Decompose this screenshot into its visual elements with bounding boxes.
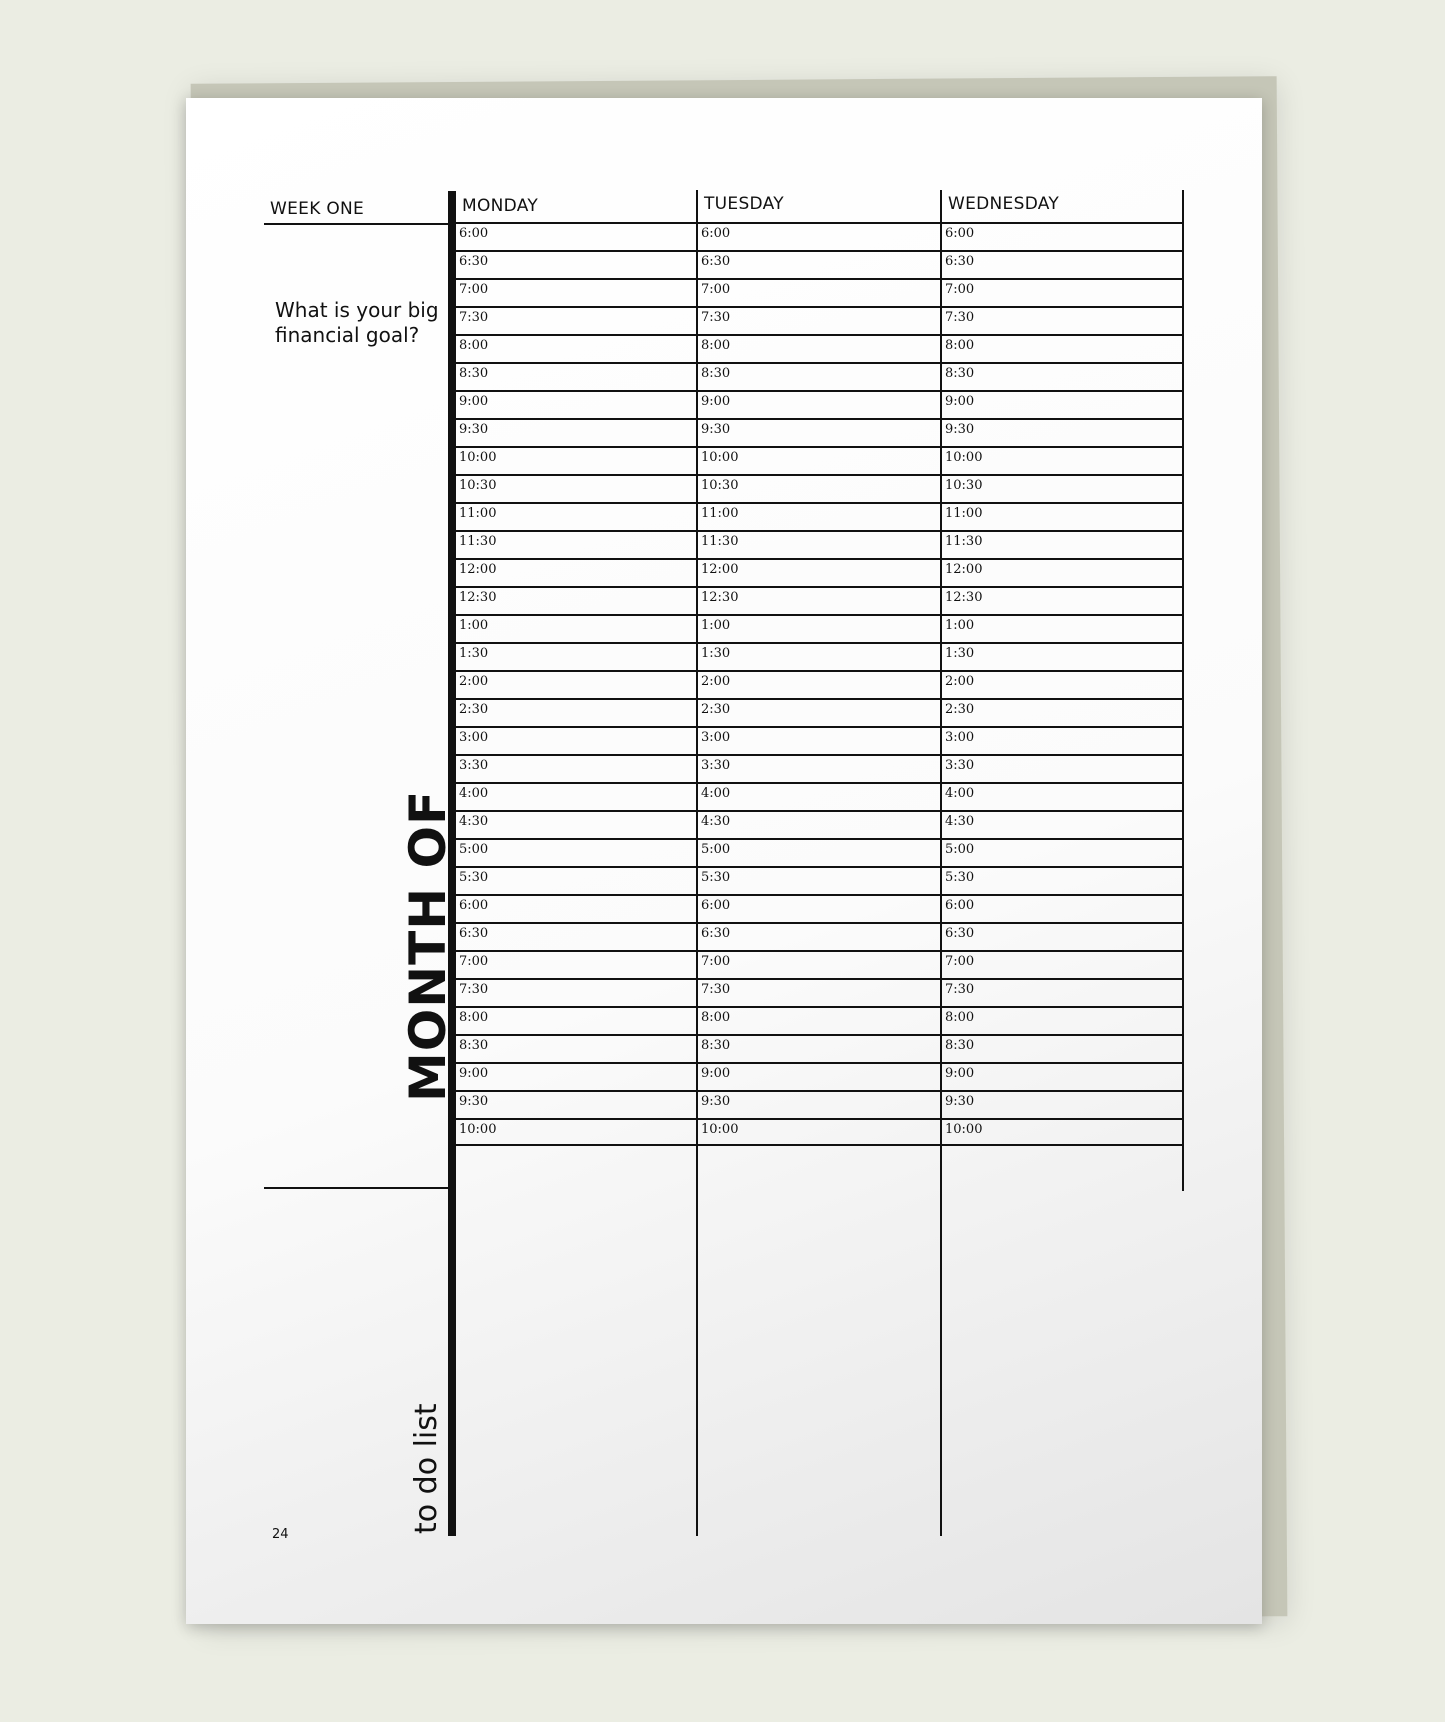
time-label: 9:00 <box>945 1066 975 1081</box>
time-label: 10:30 <box>459 478 497 493</box>
time-slot[interactable] <box>698 810 940 838</box>
time-label: 2:30 <box>945 702 975 717</box>
time-label: 1:00 <box>701 618 731 633</box>
week-divider <box>264 223 448 225</box>
column-divider <box>1182 190 1184 1191</box>
time-slot[interactable] <box>456 838 698 866</box>
time-label: 2:30 <box>459 702 489 717</box>
time-slot[interactable] <box>942 334 1184 362</box>
time-slot[interactable] <box>456 978 698 1006</box>
time-slots <box>456 222 698 1146</box>
time-label: 11:30 <box>701 534 739 549</box>
time-slot[interactable] <box>698 250 940 278</box>
time-slot[interactable] <box>942 698 1184 726</box>
time-label: 4:30 <box>701 814 731 829</box>
time-label: 5:00 <box>701 842 731 857</box>
time-label: 11:30 <box>459 534 497 549</box>
time-slot[interactable] <box>942 1118 1184 1146</box>
time-slot[interactable] <box>456 810 698 838</box>
time-label: 10:00 <box>459 450 497 465</box>
time-label: 2:00 <box>945 674 975 689</box>
time-label: 5:00 <box>945 842 975 857</box>
time-slot[interactable] <box>942 1006 1184 1034</box>
time-label: 4:30 <box>459 814 489 829</box>
time-slot[interactable] <box>698 614 940 642</box>
time-label: 7:30 <box>459 310 489 325</box>
time-slot[interactable] <box>942 670 1184 698</box>
time-label: 6:30 <box>701 254 731 269</box>
time-label: 7:00 <box>945 954 975 969</box>
time-slot[interactable] <box>456 754 698 782</box>
time-slot[interactable] <box>942 446 1184 474</box>
time-slot[interactable] <box>456 894 698 922</box>
time-slot[interactable] <box>942 502 1184 530</box>
time-label: 6:00 <box>945 898 975 913</box>
time-slot[interactable] <box>942 250 1184 278</box>
time-label: 11:30 <box>945 534 983 549</box>
time-slot[interactable] <box>698 922 940 950</box>
time-slot[interactable] <box>942 642 1184 670</box>
time-slot[interactable] <box>942 362 1184 390</box>
time-label: 8:00 <box>459 338 489 353</box>
time-slot[interactable] <box>456 334 698 362</box>
time-label: 7:30 <box>945 310 975 325</box>
time-label: 10:00 <box>945 1122 983 1137</box>
time-label: 6:30 <box>945 926 975 941</box>
time-label: 9:00 <box>459 1066 489 1081</box>
time-slot[interactable] <box>942 810 1184 838</box>
time-label: 7:00 <box>701 954 731 969</box>
time-label: 2:00 <box>701 674 731 689</box>
time-label: 6:00 <box>459 898 489 913</box>
time-label: 9:00 <box>945 394 975 409</box>
time-label: 8:00 <box>945 1010 975 1025</box>
time-slot[interactable] <box>942 390 1184 418</box>
time-slot[interactable] <box>698 642 940 670</box>
time-slot[interactable] <box>456 1090 698 1118</box>
month-title: MONTH OF <box>399 789 457 1102</box>
time-label: 2:30 <box>701 702 731 717</box>
time-slot[interactable] <box>698 782 940 810</box>
time-slot[interactable] <box>456 1006 698 1034</box>
time-label: 8:30 <box>459 366 489 381</box>
time-slot[interactable] <box>942 922 1184 950</box>
time-label: 6:00 <box>701 898 731 913</box>
time-label: 6:00 <box>701 226 731 241</box>
time-slot[interactable] <box>698 978 940 1006</box>
time-slot[interactable] <box>942 474 1184 502</box>
time-slot[interactable] <box>942 306 1184 334</box>
time-label: 7:30 <box>459 982 489 997</box>
time-slot[interactable] <box>942 278 1184 306</box>
time-slot[interactable] <box>698 586 940 614</box>
time-label: 8:30 <box>945 366 975 381</box>
time-label: 4:00 <box>701 786 731 801</box>
time-label: 4:00 <box>945 786 975 801</box>
time-label: 10:00 <box>945 450 983 465</box>
time-slot[interactable] <box>456 950 698 978</box>
time-label: 12:00 <box>701 562 739 577</box>
time-label: 7:00 <box>459 282 489 297</box>
time-label: 7:30 <box>701 310 731 325</box>
time-label: 9:30 <box>945 1094 975 1109</box>
time-label: 1:30 <box>459 646 489 661</box>
time-slot[interactable] <box>456 614 698 642</box>
time-slot[interactable] <box>698 222 940 250</box>
time-slot[interactable] <box>942 1034 1184 1062</box>
time-slot[interactable] <box>456 362 698 390</box>
time-label: 6:30 <box>459 926 489 941</box>
time-slot[interactable] <box>456 1034 698 1062</box>
time-slot[interactable] <box>942 726 1184 754</box>
time-slot[interactable] <box>698 306 940 334</box>
time-slot[interactable] <box>698 530 940 558</box>
time-label: 3:00 <box>945 730 975 745</box>
time-label: 9:00 <box>459 394 489 409</box>
time-slot[interactable] <box>456 474 698 502</box>
week-label: WEEK ONE <box>270 199 365 219</box>
time-label: 4:00 <box>459 786 489 801</box>
time-slot[interactable] <box>456 866 698 894</box>
time-label: 8:00 <box>701 338 731 353</box>
time-label: 3:30 <box>459 758 489 773</box>
time-slot[interactable] <box>942 222 1184 250</box>
time-label: 7:00 <box>945 282 975 297</box>
time-slot[interactable] <box>698 950 940 978</box>
time-label: 10:30 <box>945 478 983 493</box>
time-slot[interactable] <box>698 474 940 502</box>
time-slot[interactable] <box>456 222 698 250</box>
time-label: 8:00 <box>945 338 975 353</box>
time-label: 7:00 <box>459 954 489 969</box>
time-slot[interactable] <box>456 418 698 446</box>
time-slot[interactable] <box>942 754 1184 782</box>
time-slot[interactable] <box>698 502 940 530</box>
time-slot[interactable] <box>456 306 698 334</box>
time-label: 7:30 <box>701 982 731 997</box>
time-label: 12:30 <box>945 590 983 605</box>
time-label: 8:00 <box>701 1010 731 1025</box>
time-label: 10:30 <box>701 478 739 493</box>
time-slot[interactable] <box>942 614 1184 642</box>
time-label: 6:00 <box>945 226 975 241</box>
time-slots <box>942 222 1184 1146</box>
day-name: WEDNESDAY <box>948 194 1060 214</box>
time-label: 1:00 <box>459 618 489 633</box>
time-slot[interactable] <box>698 1090 940 1118</box>
time-label: 8:30 <box>945 1038 975 1053</box>
time-label: 12:00 <box>945 562 983 577</box>
time-label: 11:00 <box>459 506 497 521</box>
time-slot[interactable] <box>456 250 698 278</box>
time-label: 9:00 <box>701 394 731 409</box>
time-label: 1:30 <box>945 646 975 661</box>
time-label: 2:00 <box>459 674 489 689</box>
time-slot[interactable] <box>456 670 698 698</box>
time-slot[interactable] <box>698 754 940 782</box>
todo-label: to do list <box>409 1403 444 1534</box>
time-label: 1:30 <box>701 646 731 661</box>
time-slot[interactable] <box>456 278 698 306</box>
time-label: 9:30 <box>945 422 975 437</box>
time-label: 8:00 <box>459 1010 489 1025</box>
time-slot[interactable] <box>698 390 940 418</box>
time-label: 7:00 <box>701 282 731 297</box>
time-label: 9:30 <box>701 1094 731 1109</box>
time-label: 9:30 <box>701 422 731 437</box>
time-slot[interactable] <box>456 502 698 530</box>
time-label: 12:30 <box>459 590 497 605</box>
time-label: 5:30 <box>701 870 731 885</box>
time-slot[interactable] <box>698 670 940 698</box>
time-slot[interactable] <box>942 866 1184 894</box>
time-slot[interactable] <box>456 726 698 754</box>
time-slot[interactable] <box>698 726 940 754</box>
time-slot[interactable] <box>942 558 1184 586</box>
time-slot[interactable] <box>698 838 940 866</box>
time-label: 8:30 <box>459 1038 489 1053</box>
time-label: 3:00 <box>459 730 489 745</box>
time-slots <box>698 222 940 1146</box>
time-slot[interactable] <box>698 1062 940 1090</box>
time-slot[interactable] <box>942 586 1184 614</box>
time-slot[interactable] <box>698 894 940 922</box>
time-label: 9:30 <box>459 1094 489 1109</box>
time-slot[interactable] <box>698 866 940 894</box>
time-slot[interactable] <box>942 782 1184 810</box>
time-label: 3:30 <box>945 758 975 773</box>
time-label: 6:00 <box>459 226 489 241</box>
time-label: 8:30 <box>701 1038 731 1053</box>
time-label: 3:00 <box>701 730 731 745</box>
time-slot[interactable] <box>698 362 940 390</box>
time-label: 6:30 <box>701 926 731 941</box>
time-slot[interactable] <box>456 446 698 474</box>
time-slot[interactable] <box>942 530 1184 558</box>
time-slot[interactable] <box>456 782 698 810</box>
time-label: 9:00 <box>701 1066 731 1081</box>
goal-prompt: What is your big financial goal? <box>275 298 439 347</box>
time-label: 4:30 <box>945 814 975 829</box>
time-label: 12:00 <box>459 562 497 577</box>
time-slot[interactable] <box>942 950 1184 978</box>
time-slot[interactable] <box>456 530 698 558</box>
time-slot[interactable] <box>698 446 940 474</box>
time-slot[interactable] <box>942 418 1184 446</box>
time-label: 11:00 <box>701 506 739 521</box>
time-label: 10:00 <box>459 1122 497 1137</box>
time-label: 12:30 <box>701 590 739 605</box>
time-label: 5:30 <box>459 870 489 885</box>
time-label: 5:30 <box>945 870 975 885</box>
time-slot[interactable] <box>698 1034 940 1062</box>
time-slot[interactable] <box>456 642 698 670</box>
time-label: 9:30 <box>459 422 489 437</box>
time-label: 8:30 <box>701 366 731 381</box>
time-slot[interactable] <box>942 1062 1184 1090</box>
time-slot[interactable] <box>942 978 1184 1006</box>
time-slot[interactable] <box>456 1118 698 1146</box>
time-label: 3:30 <box>701 758 731 773</box>
time-slot[interactable] <box>698 418 940 446</box>
time-slot[interactable] <box>942 894 1184 922</box>
time-slot[interactable] <box>698 698 940 726</box>
time-label: 6:30 <box>459 254 489 269</box>
time-slot[interactable] <box>456 558 698 586</box>
time-slot[interactable] <box>698 334 940 362</box>
time-label: 1:00 <box>945 618 975 633</box>
time-label: 10:00 <box>701 1122 739 1137</box>
time-slot[interactable] <box>698 1118 940 1146</box>
time-slot[interactable] <box>698 1006 940 1034</box>
time-slot[interactable] <box>942 838 1184 866</box>
time-slot[interactable] <box>456 390 698 418</box>
time-label: 11:00 <box>945 506 983 521</box>
day-name: TUESDAY <box>704 194 784 214</box>
time-slot[interactable] <box>698 278 940 306</box>
time-slot[interactable] <box>456 1062 698 1090</box>
section-divider <box>264 1187 454 1189</box>
planner-page <box>186 98 1262 1624</box>
time-slot[interactable] <box>456 698 698 726</box>
day-name: MONDAY <box>462 196 539 216</box>
page-number: 24 <box>272 1527 289 1542</box>
time-slot[interactable] <box>456 586 698 614</box>
time-slot[interactable] <box>698 558 940 586</box>
time-label: 6:30 <box>945 254 975 269</box>
time-label: 7:30 <box>945 982 975 997</box>
time-label: 10:00 <box>701 450 739 465</box>
time-label: 5:00 <box>459 842 489 857</box>
time-slot[interactable] <box>942 1090 1184 1118</box>
time-slot[interactable] <box>456 922 698 950</box>
